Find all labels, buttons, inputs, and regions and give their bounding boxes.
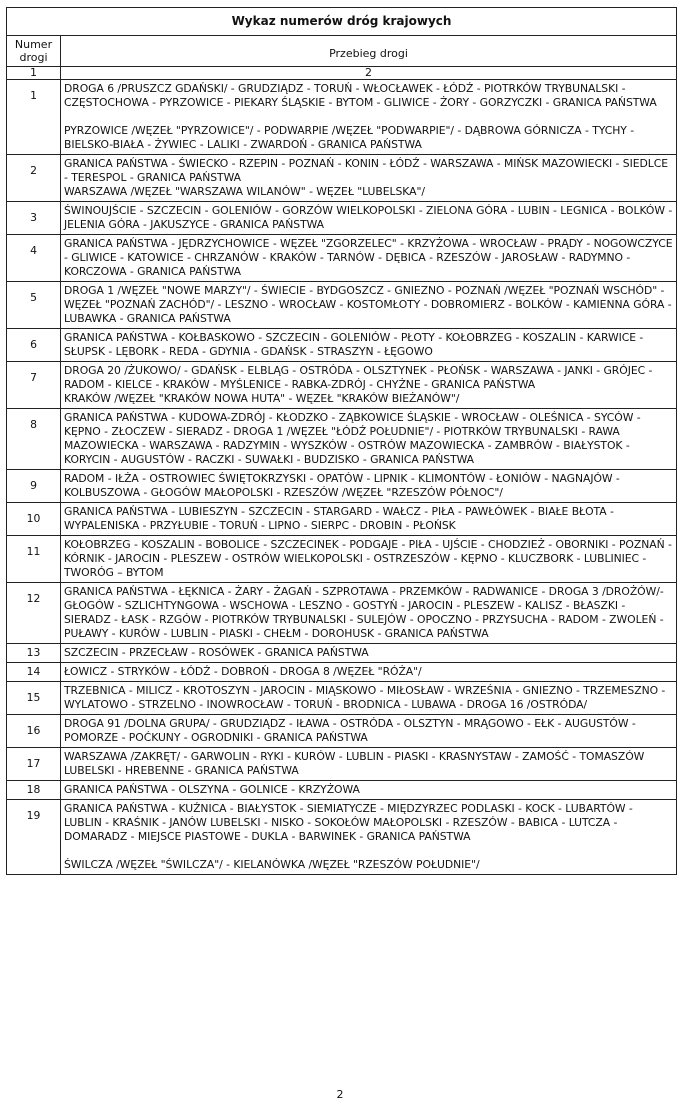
route-line: DROGA 20 /ŻUKOWO/ - GDAŃSK - ELBLĄG - OSTRÓDA - OLSZTYNEK - PŁOŃSK - WARSZAWA - JANKI - GRÓJEC - RADOM - KIELCE - KRAKÓW - MYŚLENICE - RABKA-ZDRÓJ - CHYŻNE - GRANICA PAŃSTWA: [64, 364, 653, 391]
table-row: [7, 663, 677, 682]
table-row: [7, 470, 677, 503]
road-route: [61, 682, 677, 715]
road-route: [61, 503, 677, 536]
route-line: TRZEBNICA - MILICZ - KROTOSZYN - JAROCIN - MIĄSKOWO - MIŁOSŁAW - WRZEŚNIA - GNIEZNO - TRZEMESZNO - WYLATOWO - STRZELNO - INOWROCŁAW - TORUŃ - BRODNICA - LUBAWA - DROGA 16 /OSTRÓDA/: [64, 684, 666, 711]
table-row: [7, 362, 677, 409]
table-row: [7, 155, 677, 202]
road-number: 17: [7, 748, 61, 781]
route-line: ŚWILCZA /WĘZEŁ "ŚWILCZA"/ - KIELANÓWKA /WĘZEŁ "RZESZÓW POŁUDNIE"/: [64, 858, 480, 871]
road-number: 3: [7, 202, 61, 235]
table-row: [7, 800, 677, 875]
table-row: [7, 583, 677, 644]
table-row: [7, 781, 677, 800]
road-number: 19: [7, 800, 61, 875]
road-route: [61, 329, 677, 362]
header-route: Przebieg drogi: [61, 36, 677, 67]
route-line: DROGA 6 /PRUSZCZ GDAŃSKI/ - GRUDZIĄDZ - TORUŃ - WŁOCŁAWEK - ŁÓDŹ - PIOTRKÓW TRYBUNALSKI - CZĘSTOCHOWA - PYRZOWICE - PIEKARY ŚLĄSKIE - BYTOM - GLIWICE - ŻORY - GORZYCZKI - GRANICA PAŃSTWA: [64, 82, 657, 109]
page-number: 2: [336, 1088, 344, 1101]
table-row: [7, 235, 677, 282]
road-number: 18: [7, 781, 61, 800]
header-road-number: Numer drogi: [7, 36, 61, 67]
table-row: [7, 329, 677, 362]
road-route: [61, 536, 677, 583]
road-number: 9: [7, 470, 61, 503]
route-line: ŁOWICZ - STRYKÓW - ŁÓDŹ - DOBROŃ - DROGA 8 /WĘZEŁ "RÓŻA"/: [64, 665, 422, 678]
road-number: 5: [7, 282, 61, 329]
road-route: [61, 282, 677, 329]
route-line: GRANICA PAŃSTWA - OLSZYNA - GOLNICE - KRZYŻOWA: [64, 783, 360, 796]
road-number: 16: [7, 715, 61, 748]
road-route: [61, 644, 677, 663]
road-number: 7: [7, 362, 61, 409]
road-number: 8: [7, 409, 61, 470]
table-row: [7, 503, 677, 536]
road-route: [61, 715, 677, 748]
route-line: DROGA 1 /WĘZEŁ "NOWE MARZY"/ - ŚWIECIE - BYDGOSZCZ - GNIEZNO - POZNAŃ /WĘZEŁ "POZNAŃ WSCHÓD" - WĘZEŁ "POZNAŃ ZACHÓD"/ - LESZNO - WROCŁAW - KOSTOMŁOTY - DOBROMIERZ - BOLKÓW - KAMIENNA GÓRA - LUBAWKA - GRANICA PAŃSTWA: [64, 284, 672, 325]
road-number: 13: [7, 644, 61, 663]
table-row: [7, 536, 677, 583]
roads-table-container: [6, 7, 676, 875]
road-route: [61, 155, 677, 202]
table-title: Wykaz numerów dróg krajowych: [7, 8, 677, 36]
road-number: 11: [7, 536, 61, 583]
road-route: [61, 663, 677, 682]
road-route: [61, 235, 677, 282]
route-line: GRANICA PAŃSTWA - ŚWIECKO - RZEPIN - POZNAŃ - KONIN - ŁÓDŹ - WARSZAWA - MIŃSK MAZOWIECKI - SIEDLCE - TERESPOL - GRANICA PAŃSTWA: [64, 157, 668, 184]
road-number: 4: [7, 235, 61, 282]
route-line: WARSZAWA /ZAKRĘT/ - GARWOLIN - RYKI - KURÓW - LUBLIN - PIASKI - KRASNYSTAW - ZAMOŚĆ - TOMASZÓW LUBELSKI - HREBENNE - GRANICA PAŃSTWA: [64, 750, 645, 777]
table-row: [7, 748, 677, 781]
table-row: [7, 715, 677, 748]
route-line: KOŁOBRZEG - KOSZALIN - BOBOLICE - SZCZECINEK - PODGAJE - PIŁA - UJŚCIE - CHODZIEŻ - OBORNIKI - POZNAŃ - KÓRNIK - JAROCIN - PLESZEW - OSTRÓW WIELKOPOLSKI - OSTRZESZÓW - KĘPNO - KLUCZBORK - LUBLINIEC - TWORÓG – BYTOM: [64, 538, 672, 579]
route-line: GRANICA PAŃSTWA - ŁĘKNICA - ŻARY - ŻAGAŃ - SZPROTAWA - PRZEMKÓW - RADWANICE - DROGA 3 /DROŻÓW/- GŁOGÓW - SZLICHTYNGOWA - WSCHOWA - LESZNO - GOSTYŃ - JAROCIN - PLESZEW - KALISZ - BŁASZKI - SIERADZ - ŁASK - RZGÓW - PIOTRKÓW TRYBUNALSKI - SULEJÓW - OPOCZNO - PRZYSUCHA - RADOM - ZWOLEŃ - PUŁAWY - KURÓW - LUBLIN - PIASKI - CHEŁM - DOROHUSK - GRANICA PAŃSTWA: [64, 585, 664, 640]
route-line: SZCZECIN - PRZECŁAW - ROSÓWEK - GRANICA PAŃSTWA: [64, 646, 369, 659]
route-line: GRANICA PAŃSTWA - KOŁBASKOWO - SZCZECIN - GOLENIÓW - PŁOTY - KOŁOBRZEG - KOSZALIN - KARWICE - SŁUPSK - LĘBORK - REDA - GDYNIA - GDAŃSK - STRASZYN - ŁĘGOWO: [64, 331, 644, 358]
table-row: [7, 282, 677, 329]
road-number: 6: [7, 329, 61, 362]
road-route: [61, 362, 677, 409]
road-number: 2: [7, 155, 61, 202]
route-line: RADOM - IŁŻA - OSTROWIEC ŚWIĘTOKRZYSKI - OPATÓW - LIPNIK - KLIMONTÓW - ŁONIÓW - NAGNAJÓW - KOLBUSZOWA - GŁOGÓW MAŁOPOLSKI - RZESZÓW /WĘZEŁ "RZESZÓW PÓŁNOC"/: [64, 472, 620, 499]
column-index-2: 2: [61, 67, 677, 80]
route-line: DROGA 91 /DOLNA GRUPA/ - GRUDZIĄDZ - IŁAWA - OSTRÓDA - OLSZTYN - MRĄGOWO - EŁK - AUGUSTÓW - POMORZE - POĆKUNY - OGRODNIKI - GRANICA PAŃSTWA: [64, 717, 636, 744]
route-line: PYRZOWICE /WĘZEŁ "PYRZOWICE"/ - PODWARPIE /WĘZEŁ "PODWARPIE"/ - DĄBROWA GÓRNICZA - TYCHY - BIELSKO-BIAŁA - ŻYWIEC - LALIKI - ZWARDOŃ - GRANICA PAŃSTWA: [64, 124, 635, 151]
road-route: [61, 781, 677, 800]
road-route: [61, 409, 677, 470]
road-route: [61, 470, 677, 503]
route-line: GRANICA PAŃSTWA - LUBIESZYN - SZCZECIN - STARGARD - WAŁCZ - PIŁA - PAWŁÓWEK - BIAŁE BŁOTA - WYPALENISKA - PRZYŁUBIE - TORUŃ - LIPNO - SIERPC - DROBIN - PŁOŃSK: [64, 505, 614, 532]
road-route: [61, 748, 677, 781]
column-index-1: 1: [7, 67, 61, 80]
table-row: [7, 80, 677, 155]
route-line: GRANICA PAŃSTWA - KUŹNICA - BIAŁYSTOK - SIEMIATYCZE - MIĘDZYRZEC PODLASKI - KOCK - LUBARTÓW - LUBLIN - KRAŚNIK - JANÓW LUBELSKI - NISKO - SOKOŁÓW MAŁOPOLSKI - RZESZÓW - BABICA - LUTCZA - DOMARADZ - MIEJSCE PIASTOWE - DUKLA - BARWINEK - GRANICA PAŃSTWA: [64, 802, 633, 843]
road-number: 10: [7, 503, 61, 536]
table-row: [7, 682, 677, 715]
road-route: [61, 202, 677, 235]
route-line: ŚWINOUJŚCIE - SZCZECIN - GOLENIÓW - GORZÓW WIELKOPOLSKI - ZIELONA GÓRA - LUBIN - LEGNICA - BOLKÓW - JELENIA GÓRA - JAKUSZYCE - GRANICA PAŃSTWA: [64, 204, 673, 231]
table-row: [7, 202, 677, 235]
road-number: 12: [7, 583, 61, 644]
table-row: [7, 644, 677, 663]
route-line: GRANICA PAŃSTWA - KUDOWA-ZDRÓJ - KŁODZKO - ZĄBKOWICE ŚLĄSKIE - WROCŁAW - OLEŚNICA - SYCÓW - KĘPNO - ZŁOCZEW - SIERADZ - DROGA 1 /WĘZEŁ "ŁÓDŹ POŁUDNIE"/ - PIOTRKÓW TRYBUNALSKI - RAWA MAZOWIECKA - WARSZAWA - RADZYMIN - WYSZKÓW - OSTRÓW MAZOWIECKA - ZAMBRÓW - BIAŁYSTOK - KORYCIN - AUGUSTÓW - RACZKI - SUWAŁKI - BUDZISKO - GRANICA PAŃSTWA: [64, 411, 641, 466]
road-route: [61, 800, 677, 875]
route-line: GRANICA PAŃSTWA - JĘDRZYCHOWICE - WĘZEŁ "ZGORZELEC" - KRZYŻOWA - WROCŁAW - PRĄDY - NOGOWCZYCE - GLIWICE - KATOWICE - CHRZANÓW - KRAKÓW - TARNÓW - DĘBICA - RZESZÓW - JAROSŁAW - RADYMNO - KORCZOWA - GRANICA PAŃSTWA: [64, 237, 673, 278]
road-number: 1: [7, 80, 61, 155]
road-number: 14: [7, 663, 61, 682]
route-line: KRAKÓW /WĘZEŁ "KRAKÓW NOWA HUTA" - WĘZEŁ "KRAKÓW BIEŻANÓW"/: [64, 392, 460, 405]
road-number: 15: [7, 682, 61, 715]
national-roads-table: [6, 7, 677, 875]
table-row: [7, 409, 677, 470]
road-route: [61, 583, 677, 644]
route-line: WARSZAWA /WĘZEŁ "WARSZAWA WILANÓW" - WĘZEŁ "LUBELSKA"/: [64, 185, 425, 198]
road-route: [61, 80, 677, 155]
